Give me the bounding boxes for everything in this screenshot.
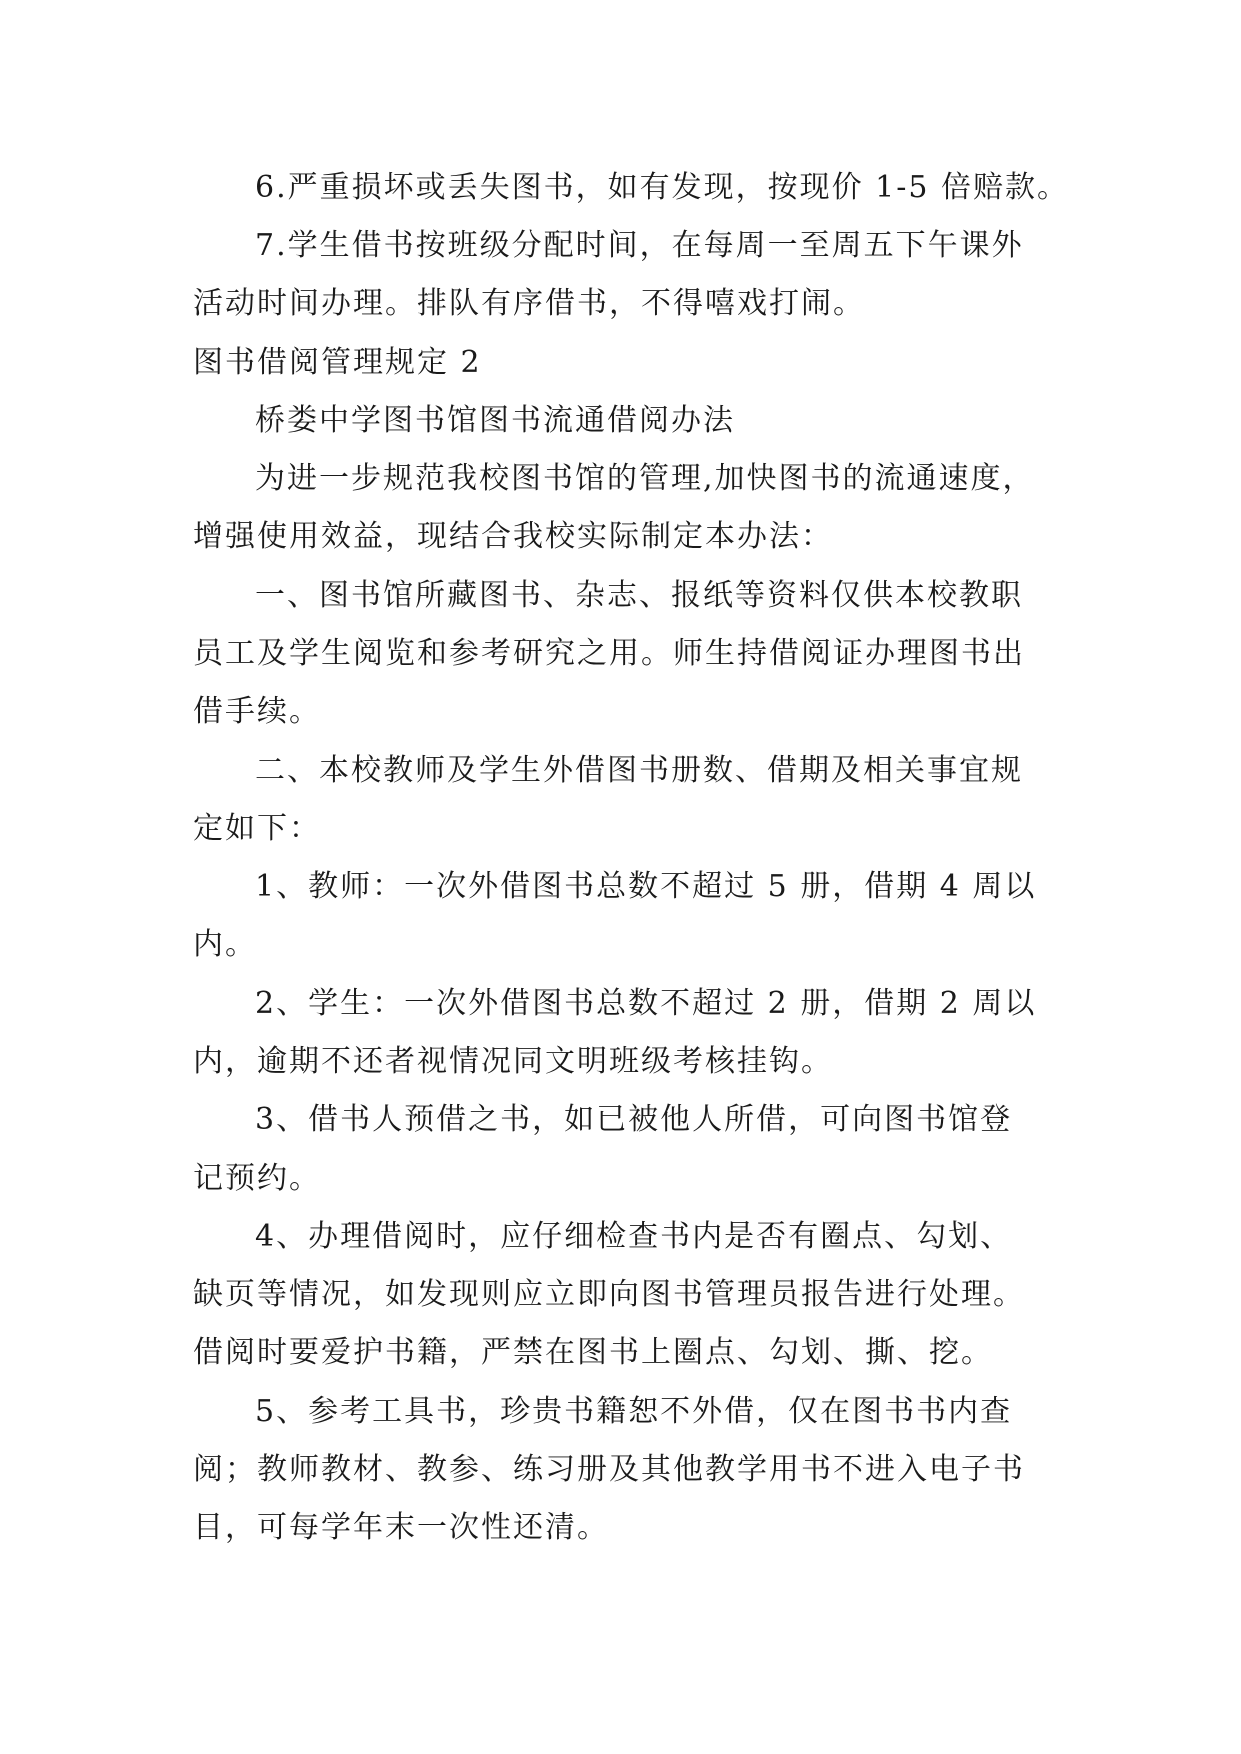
text-line: 内。: [193, 927, 257, 962]
document-title: 桥娄中学图书馆图书流通借阅办法: [255, 403, 735, 438]
text-line: 4、办理借阅时，应仔细检查书内是否有圈点、勾划、: [255, 1219, 1013, 1254]
text-line: 6.严重损坏或丢失图书，如有发现，按现价 1-5 倍赔款。: [255, 170, 1070, 205]
text-line: 5、参考工具书，珍贵书籍恕不外借，仅在图书书内查: [255, 1394, 1013, 1429]
text-line: 增强使用效益，现结合我校实际制定本办法：: [193, 519, 833, 554]
text-line: 7.学生借书按班级分配时间，在每周一至周五下午课外: [255, 228, 1024, 263]
text-line: 活动时间办理。排队有序借书，不得嘻戏打闹。: [193, 286, 865, 321]
section-heading: 图书借阅管理规定 2: [193, 345, 482, 380]
text-line: 阅；教师教材、教参、练习册及其他教学用书不进入电子书: [193, 1452, 1025, 1487]
text-line: 2、学生：一次外借图书总数不超过 2 册，借期 2 周以: [255, 986, 1037, 1021]
text-line: 为进一步规范我校图书馆的管理,加快图书的流通速度，: [255, 461, 1035, 496]
text-line: 内，逾期不还者视情况同文明班级考核挂钩。: [193, 1044, 833, 1079]
text-line: 员工及学生阅览和参考研究之用。师生持借阅证办理图书出: [193, 636, 1025, 671]
text-line: 借阅时要爱护书籍，严禁在图书上圈点、勾划、撕、挖。: [193, 1335, 993, 1370]
text-line: 缺页等情况，如发现则应立即向图书管理员报告进行处理。: [193, 1277, 1025, 1312]
text-line: 定如下：: [193, 811, 321, 846]
text-line: 1、教师：一次外借图书总数不超过 5 册，借期 4 周以: [255, 869, 1037, 904]
text-line: 记预约。: [193, 1161, 321, 1196]
text-line: 目，可每学年末一次性还清。: [193, 1510, 609, 1545]
text-line: 二、本校教师及学生外借图书册数、借期及相关事宜规: [255, 753, 1023, 788]
text-line: 一、图书馆所藏图书、杂志、报纸等资料仅供本校教职: [255, 578, 1023, 613]
text-line: 借手续。: [193, 694, 321, 729]
text-line: 3、借书人预借之书，如已被他人所借，可向图书馆登: [255, 1102, 1013, 1137]
